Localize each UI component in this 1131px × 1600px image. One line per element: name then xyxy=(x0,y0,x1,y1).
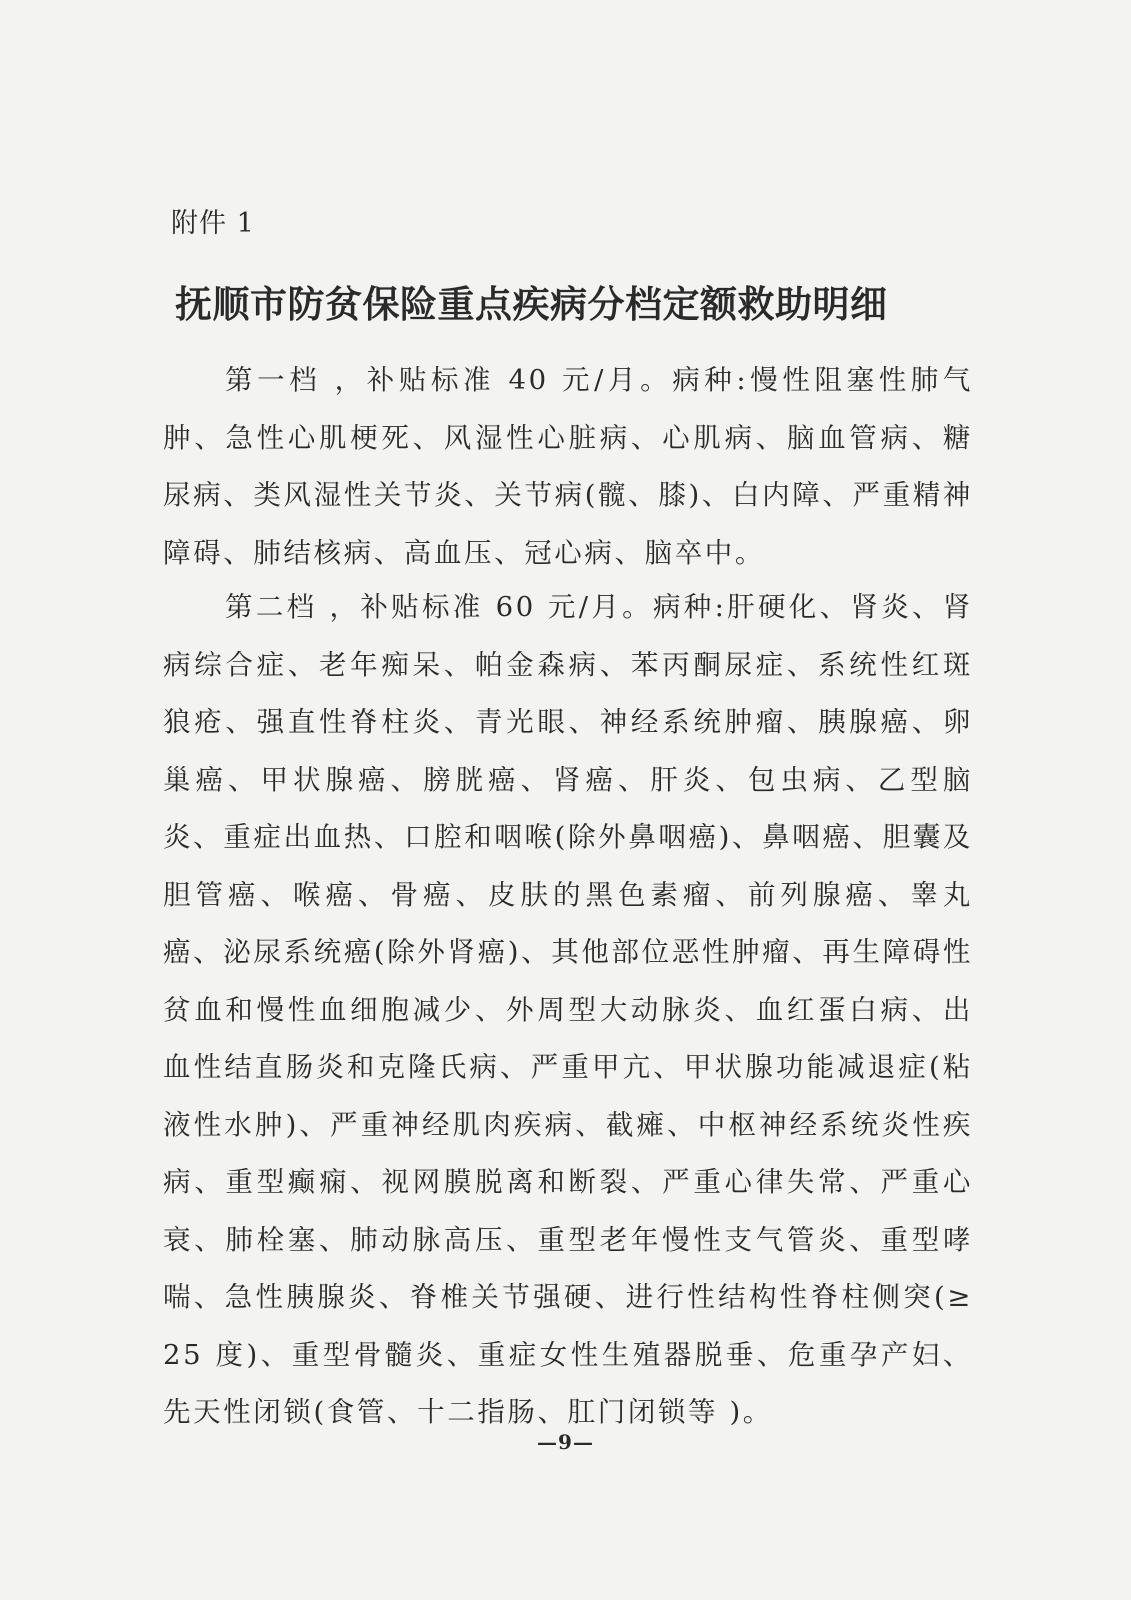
attachment-label: 附件 1 xyxy=(171,208,255,239)
page-number: —9— xyxy=(537,1430,594,1454)
document-title: 抚顺市防贫保险重点疾病分档定额救助明细 xyxy=(175,282,888,326)
paragraph-tier-two: 第二档 ，补贴标准 60 元/月。病种:肝硬化、肾炎、肾病综合症、老年痴呆、帕金森病、苯丙酮尿症、系统性红斑狼疮、强直性脊柱炎、青光眼、神经系统肿瘤、胰腺癌、卵巢癌、甲状腺癌、膀胱癌、肾癌、肝炎、包虫病、乙型脑炎、重症出血热、口腔和咽喉(除外鼻咽癌)、鼻咽癌、胆囊及胆管癌、喉癌、骨癌、皮肤的黑色素瘤、前列腺癌、睾丸癌、泌尿系统癌(除外肾癌)、其他部位恶性肿瘤、再生障碍性贫血和慢性血细胞减少、外周型大动脉炎、血红蛋白病、出血性结直肠炎和克隆氏病、严重甲亢、甲状腺功能减退症(粘液性水肿)、严重神经肌肉疾病、截瘫、中枢神经系统炎性疾病、重型癫痫、视网膜脱离和断裂、严重心律失常、严重心衰、肺栓塞、肺动脉高压、重型老年慢性支气管炎、重型哮喘、急性胰腺炎、脊椎关节强硬、进行性结构性脊柱侧突(≥ 25 度)、重型骨髓炎、重症女性生殖器脱垂、危重孕产妇、先天性闭锁(食管、十二指肠、肛门闭锁等 )。 xyxy=(163,591,973,1428)
paragraph-tier-one: 第一档 ，补贴标准 40 元/月。病种:慢性阻塞性肺气肿、急性心肌梗死、风湿性心脏病、心肌病、脑血管病、糖尿病、类风湿性关节炎、关节病(髋、膝)、白内障、严重精神障碍、肺结核病、高血压、冠心病、脑卒中。 xyxy=(163,364,973,569)
